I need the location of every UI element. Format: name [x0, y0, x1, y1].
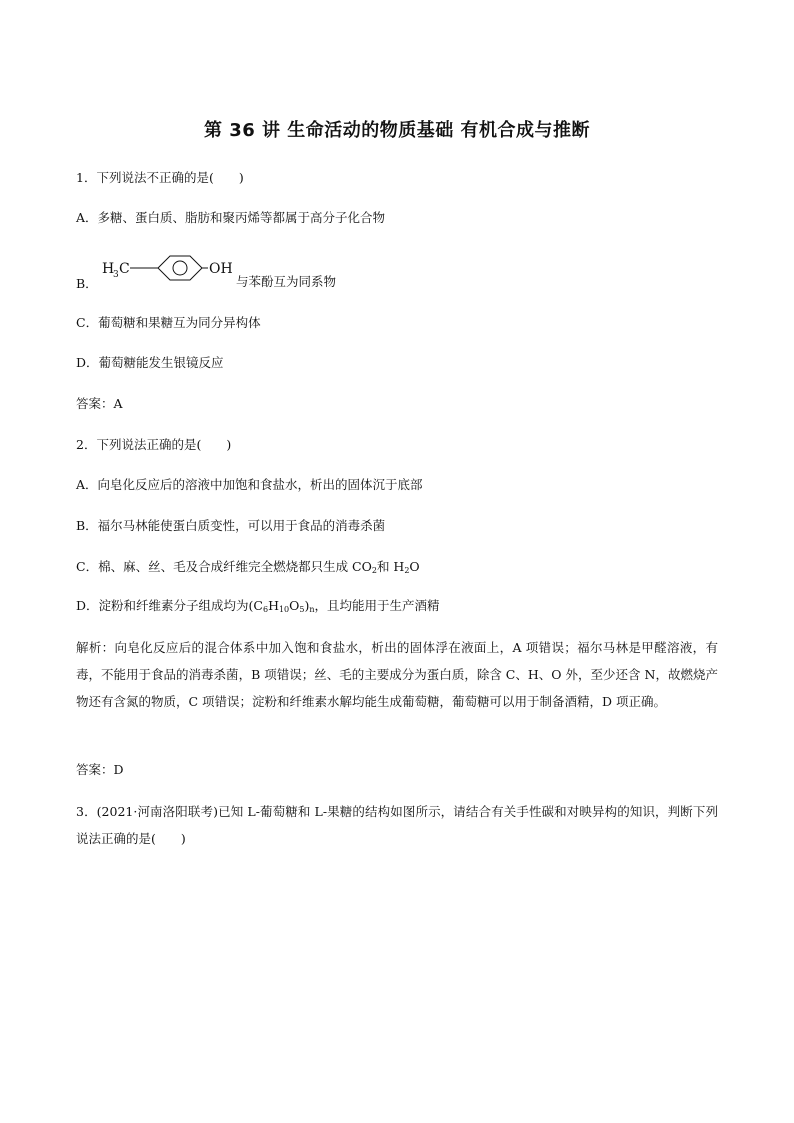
p-cresol-structure: [100, 252, 240, 296]
q2-option-c: [76, 559, 726, 575]
q2-answer: 答案：D: [76, 762, 124, 777]
structure-h: H: [102, 261, 115, 277]
q1-option-c: C．葡萄糖和果糖互为同分异构体: [76, 315, 261, 330]
q1-answer: 答案：A: [76, 396, 123, 411]
q1-option-b-label: B．: [76, 276, 98, 291]
q1-stem: 1．下列说法不正确的是( ): [76, 170, 244, 185]
q2-option-c-sub1: 2: [371, 566, 377, 575]
q2-option-c-suffix: O: [409, 559, 420, 574]
q2-option-b: B．福尔马林能使蛋白质变性，可以用于食品的消毒杀菌: [76, 518, 386, 533]
page-title: 第 36 讲 生命活动的物质基础 有机合成与推断: [203, 120, 591, 141]
q3-stem: 3．(2021·河南洛阳联考)已知 L-葡萄糖和 L-果糖的结构如图所示，请结合有关手性碳和对映异构的知识，判断下列说法正确的是( ): [76, 804, 718, 846]
q2-option-d: D．淀粉和纤维素分子组成均为$(C_6H_{10}O_5)_n$，且均能用于生产酒精: [76, 598, 440, 614]
q2-option-d-prefix: D．淀粉和纤维素分子组成均为(C: [76, 598, 263, 613]
q1-option-a: A．多糖、蛋白质、脂肪和聚丙烯等都属于高分子化合物: [76, 210, 386, 225]
q2-option-d-suffix: ，且均能用于生产酒精: [314, 598, 440, 613]
structure-sub3: 3: [113, 270, 119, 280]
q2-option-c-sub2: 2: [404, 566, 410, 575]
q2-option-c-prefix: C．棉、麻、丝、毛及合成纤维完全燃烧都只生成 CO: [76, 559, 372, 574]
q2-option-a: A．向皂化反应后的溶液中加饱和食盐水，析出的固体沉于底部: [76, 477, 423, 492]
structure-oh: OH: [209, 261, 233, 277]
q2-analysis: 解析：向皂化反应后的混合体系中加入饱和食盐水，析出的固体浮在液面上，A 项错误；福尔马林是甲醛溶液，有毒，不能用于食品的消毒杀菌，B 项错误；丝、毛的主要成分为蛋白质，除含 C、H、O 外，至少还含 N，故燃烧产物还有含氮的物质，C 项错误；淀粉和纤维素水解均能生成葡萄糖，葡萄糖可以用于制备酒精，D 项正确。: [76, 640, 718, 709]
structure-c: C: [119, 261, 130, 277]
q1-option-b-text: 与苯酚互为同系物: [236, 274, 337, 289]
q1-option-d: D．葡萄糖能发生银镜反应: [76, 355, 224, 370]
q2-stem: 2．下列说法正确的是( ): [76, 437, 232, 452]
q2-option-c-mid: 和 H: [376, 559, 405, 574]
